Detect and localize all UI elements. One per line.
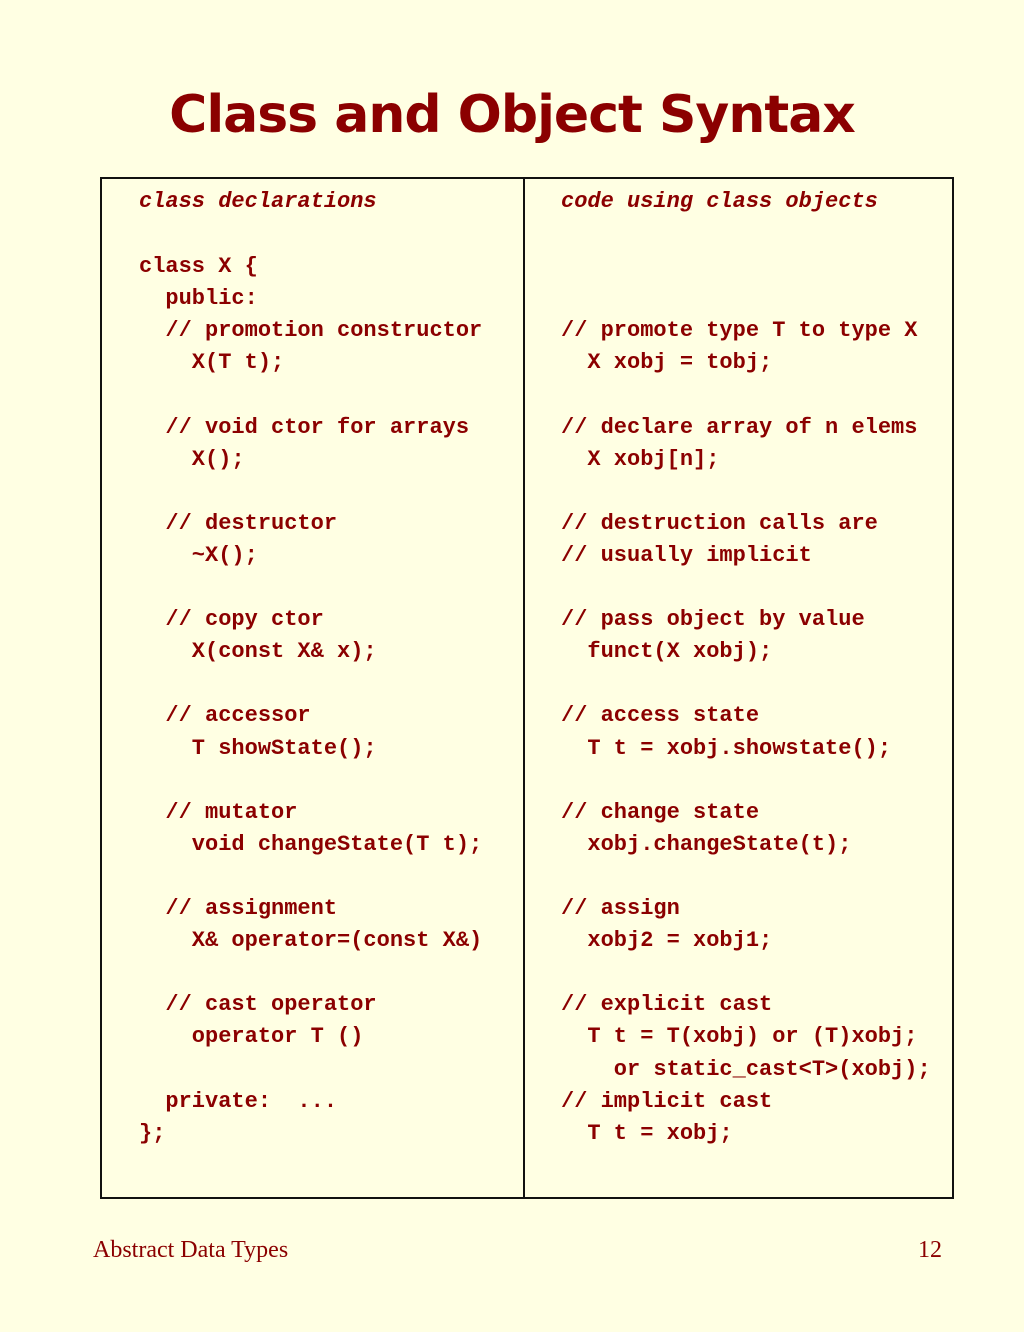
code-line: X(); bbox=[139, 446, 245, 472]
code-line: // change state bbox=[561, 799, 760, 825]
slide-title: Class and Object Syntax bbox=[169, 85, 855, 145]
code-line: // accessor bbox=[139, 703, 311, 729]
code-line: // copy ctor bbox=[139, 607, 324, 633]
code-line: operator T () bbox=[139, 1024, 364, 1050]
code-line: class X { bbox=[139, 254, 258, 279]
code-line: X xobj = tobj; bbox=[561, 350, 773, 376]
code-line: T showState(); bbox=[139, 735, 377, 761]
code-line: // pass object by value bbox=[561, 607, 865, 633]
code-line: funct(X xobj); bbox=[561, 639, 773, 665]
code-line: T t = xobj; bbox=[561, 1120, 733, 1146]
code-line: // destruction calls are bbox=[561, 510, 878, 536]
code-line: public: bbox=[139, 286, 258, 312]
code-line: // promotion constructor bbox=[139, 318, 483, 344]
page-number: 12 bbox=[918, 1237, 942, 1263]
footer-topic: Abstract Data Types bbox=[93, 1237, 289, 1263]
code-comparison-table bbox=[100, 177, 954, 1199]
code-line: // declare array of n elems bbox=[561, 414, 918, 440]
code-line: // mutator bbox=[139, 799, 298, 825]
right-column-heading: code using class objects bbox=[561, 189, 878, 214]
code-line: xobj.changeState(t); bbox=[561, 831, 852, 857]
code-line: }; bbox=[139, 1120, 166, 1146]
code-line: or static_cast<T>(xobj); bbox=[561, 1056, 931, 1082]
code-line: // promote type T to type X bbox=[561, 318, 918, 344]
code-line: // explicit cast bbox=[561, 992, 773, 1018]
code-line: // void ctor for arrays bbox=[139, 414, 470, 440]
code-line: void changeState(T t); bbox=[139, 831, 483, 857]
code-line: ~X(); bbox=[139, 542, 258, 568]
code-line: xobj2 = xobj1; bbox=[561, 928, 773, 954]
code-line: T t = xobj.showstate(); bbox=[561, 735, 892, 761]
code-line: T t = T(xobj) or (T)xobj; bbox=[561, 1024, 918, 1050]
code-line: // cast operator bbox=[139, 992, 377, 1018]
code-line: X xobj[n]; bbox=[561, 446, 720, 472]
column-divider bbox=[523, 179, 525, 1197]
code-line: X(const X& x); bbox=[139, 639, 377, 665]
code-line: // implicit cast bbox=[561, 1088, 773, 1114]
code-line: // access state bbox=[561, 703, 760, 729]
code-line: X& operator=(const X&) bbox=[139, 928, 483, 954]
code-line: // usually implicit bbox=[561, 542, 812, 568]
code-line: private: ... bbox=[139, 1088, 338, 1114]
code-line: // assign bbox=[561, 896, 680, 921]
code-line: // destructor bbox=[139, 510, 338, 536]
left-column-heading: class declarations bbox=[139, 189, 377, 214]
code-line: X(T t); bbox=[139, 350, 285, 376]
code-line: // assignment bbox=[139, 896, 338, 921]
